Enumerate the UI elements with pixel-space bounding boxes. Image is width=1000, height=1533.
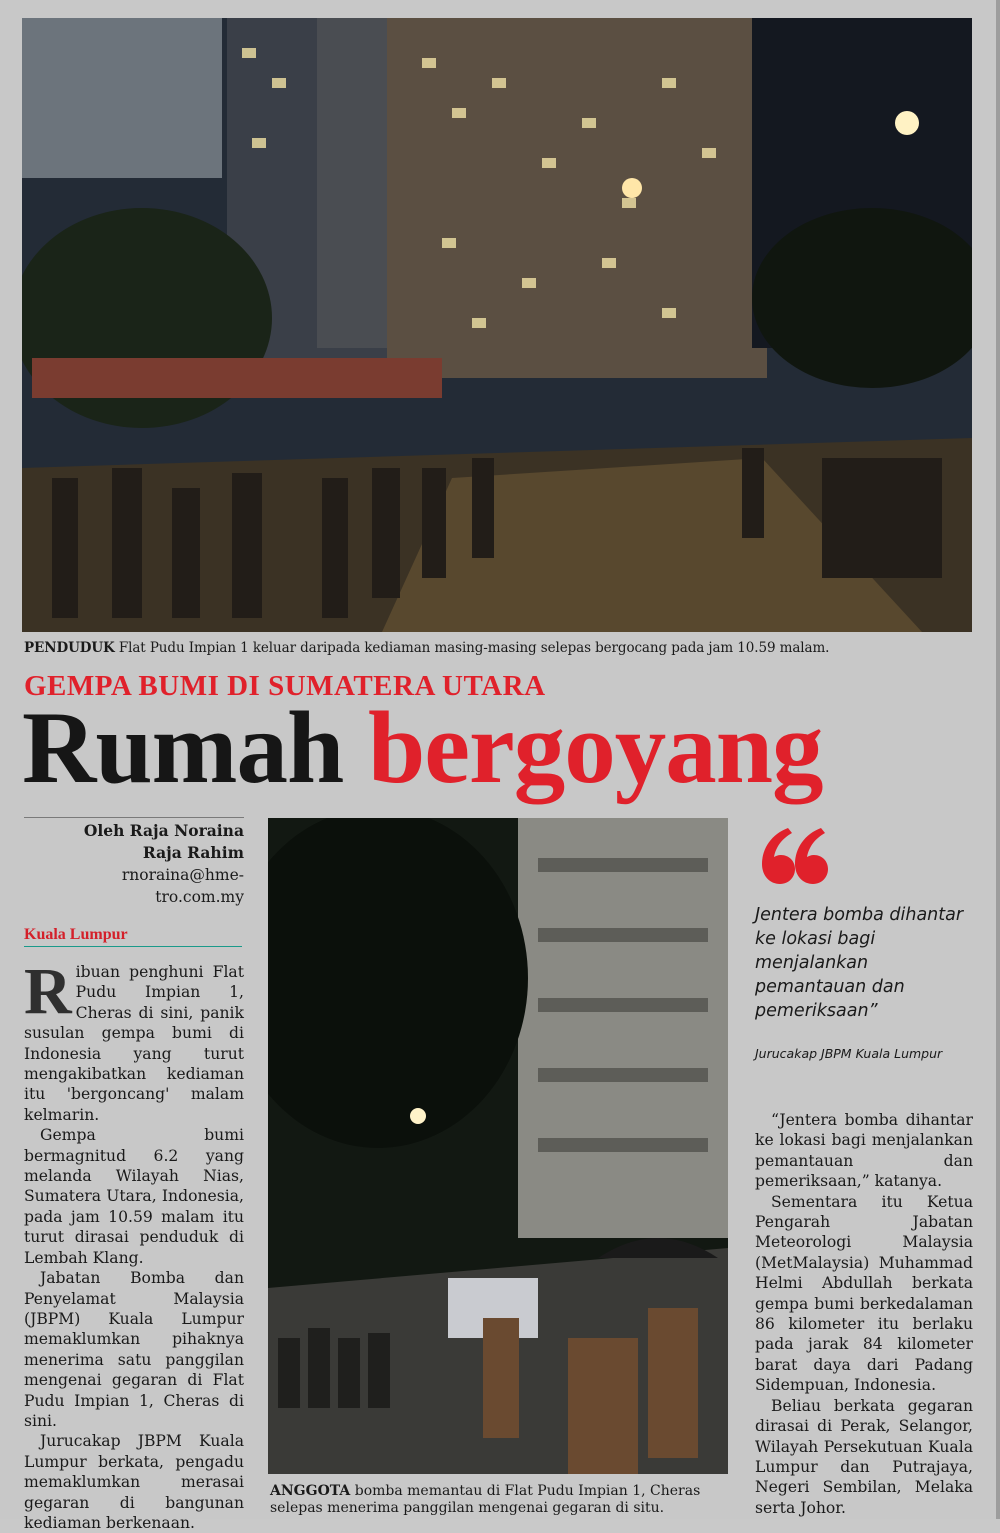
- drop-cap: R: [24, 955, 72, 1028]
- article-column-1: [24, 955, 244, 1533]
- dateline-location: Kuala Lumpur: [24, 926, 128, 943]
- pull-quote-text: Jentera bomba dihantar ke lokasi bagi menjalankan pemantauan dan pemeriksaan”: [755, 905, 964, 1021]
- photo-firefighters-patrol: [268, 818, 728, 1474]
- quote-mark-icon: [758, 820, 828, 890]
- caption-text: bomba memantau di Flat Pudu Impian 1, Cheras selepas menerima panggilan mengenai gegaran di situ.: [270, 1483, 701, 1516]
- article-paragraph: Sementara itu Ketua Pengarah Jabatan Meteorologi Malaysia (MetMalaysia) Muhammad Helmi Abdullah berkata gempa bumi berkedalaman 86 kilometer itu berlaku pada jarak 84 kilometer barat daya dari Padang Sidempuan, Indonesia.: [755, 1192, 973, 1395]
- article-paragraph: Beliau berkata gegaran dirasai di Perak, Selangor, Wilayah Persekutuan Kuala Lumpur dan Putrajaya, Negeri Sembilan, Melaka serta Johor.: [755, 1396, 973, 1517]
- byline-divider: [24, 817, 244, 818]
- byline: [24, 820, 244, 908]
- article-column-3: [755, 1110, 973, 1518]
- article-paragraph: Jurucakap JBPM Kuala Lumpur berkata, pengadu memaklumkan merasai gegaran di bangunan kediaman berkenaan.: [24, 1432, 244, 1532]
- caption-lead: ANGGOTA: [270, 1483, 351, 1499]
- caption-lead: PENDUDUK: [24, 640, 115, 656]
- photo-residents-outside-flat: [22, 18, 972, 632]
- byline-email-line2: tro.com.my: [155, 888, 244, 906]
- article-paragraph: Jabatan Bomba dan Penyelamat Malaysia (JBPM) Kuala Lumpur memaklumkan pihaknya menerima satu panggilan mengenai gegaran di Flat Pudu Impian 1, Cheras di sini.: [24, 1269, 244, 1430]
- paragraph-text: ibuan penghuni Flat Pudu Impian 1, Cheras di sini, panik susulan gempa bumi di Indonesia yang turut mengakibatkan kediaman itu 'bergoncang' malam kelmarin.: [24, 963, 244, 1124]
- byline-author-line1: Oleh Raja Noraina: [83, 821, 244, 840]
- headline-part2: bergoyang: [368, 691, 823, 805]
- article-paragraph: [24, 955, 244, 1125]
- dateline-divider: [24, 946, 242, 947]
- caption-text: Flat Pudu Impian 1 keluar daripada kediaman masing-masing selepas bergocang pada jam 10.59 malam.: [114, 640, 830, 656]
- article-paragraph: Gempa bumi bermagnitud 6.2 yang melanda Wilayah Nias, Sumatera Utara, Indonesia, pada jam 10.59 malam itu turut dirasai penduduk di Lembah Klang.: [24, 1126, 244, 1267]
- pull-quote-attribution: Jurucakap JBPM Kuala Lumpur: [755, 1046, 943, 1061]
- kicker-heading: GEMPA BUMI DI SUMATERA UTARA: [24, 670, 546, 702]
- photo-caption-top: [24, 640, 974, 656]
- article-paragraph: “Jentera bomba dihantar ke lokasi bagi menjalankan pemantauan dan pemeriksaan,” katanya.: [755, 1111, 973, 1191]
- photo-illustration: [268, 818, 728, 1474]
- byline-email-line1: rnoraina@hme-: [121, 866, 244, 884]
- byline-author-line2: Raja Rahim: [142, 843, 244, 862]
- headline-part1: Rumah: [22, 691, 344, 805]
- photo-caption-bottom: [270, 1483, 730, 1517]
- headline: [22, 691, 823, 805]
- photo-illustration: [22, 18, 972, 632]
